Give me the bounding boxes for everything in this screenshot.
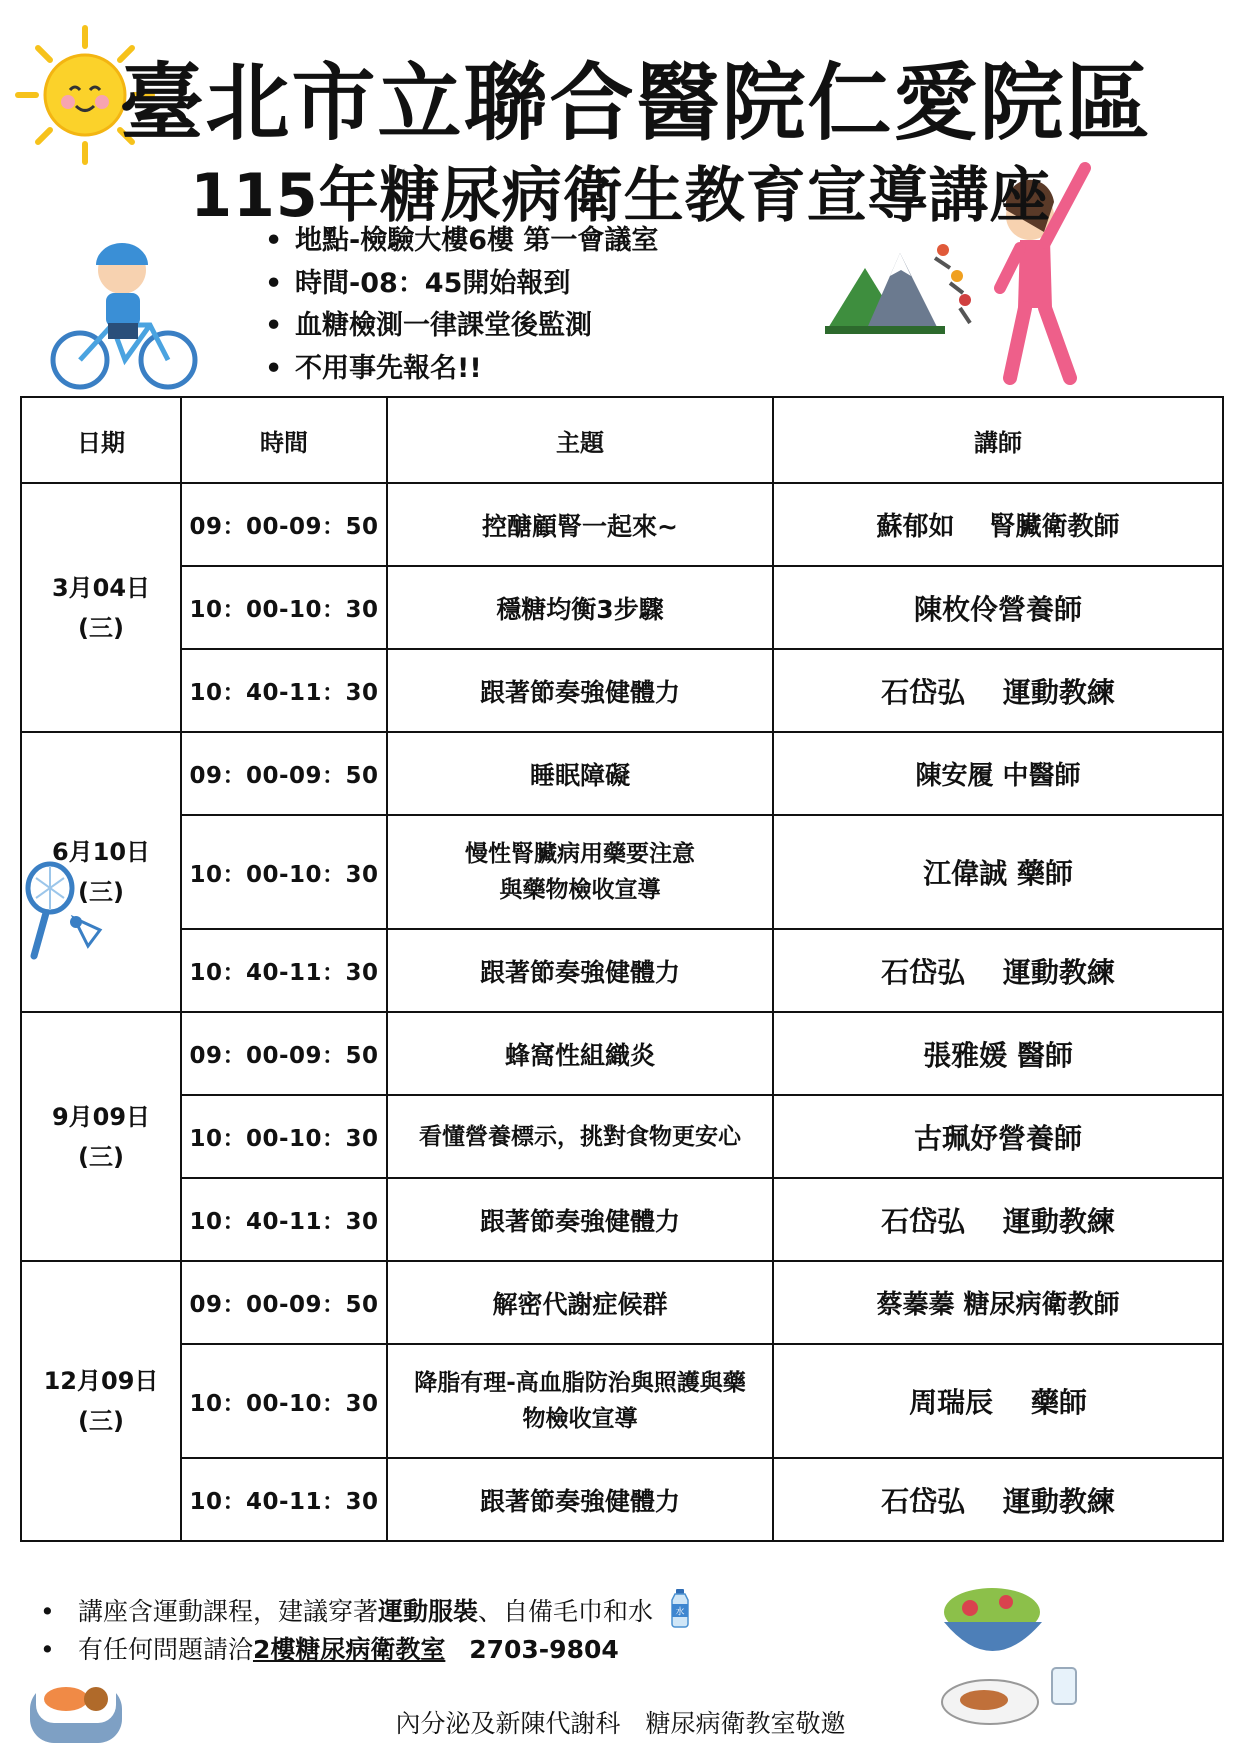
session-topic: 控醣顧腎一起來~ [387, 483, 773, 566]
session-time: 10：00-10：30 [181, 1344, 387, 1458]
session-lecturer: 石岱弘 運動教練 [773, 929, 1223, 1012]
note-contact [40, 1631, 693, 1669]
session-time: 09：00-09：50 [181, 1261, 387, 1344]
session-time: 10：00-10：30 [181, 815, 387, 929]
session-lecturer: 石岱弘 運動教練 [773, 1178, 1223, 1261]
session-time: 10：00-10：30 [181, 1095, 387, 1178]
session-topic: 跟著節奏強健體力 [387, 929, 773, 1012]
session-lecturer: 蘇郁如 腎臟衛教師 [773, 483, 1223, 566]
session-topic: 解密代謝症候群 [387, 1261, 773, 1344]
note-text: 有任何問題請洽 [77, 1635, 253, 1664]
table-row [21, 815, 1223, 929]
session-lecturer: 陳枚伶營養師 [773, 566, 1223, 649]
cyclist-illustration [50, 225, 200, 395]
session-time: 09：00-09：50 [181, 1012, 387, 1095]
session-weekday: (三) [78, 1407, 124, 1435]
session-topic: 跟著節奏強健體力 [387, 1458, 773, 1541]
session-topic: 跟著節奏強健體力 [387, 1178, 773, 1261]
water-bottle-icon [667, 1588, 693, 1628]
session-date-cell [21, 732, 181, 1012]
session-lecturer: 江偉誠 藥師 [773, 815, 1223, 929]
session-topic [387, 1344, 773, 1458]
session-lecturer: 石岱弘 運動教練 [773, 649, 1223, 732]
note-text: 、自備毛巾和水 [477, 1597, 653, 1626]
table-row [21, 566, 1223, 649]
session-time: 10：40-11：30 [181, 929, 387, 1012]
note-text: 講座含運動課程，建議穿著 [77, 1597, 378, 1626]
header-topic: 主題 [387, 397, 773, 483]
header-lecturer: 講師 [773, 397, 1223, 483]
table-row [21, 483, 1223, 566]
session-date-cell [21, 1012, 181, 1261]
session-topic-line: 慢性腎臟病用藥要注意 [465, 841, 695, 867]
session-weekday: (三) [78, 878, 124, 906]
note-highlight: 運動服裝 [377, 1597, 478, 1626]
session-topic-line: 降脂有理-高血脂防治與照護與藥 [414, 1370, 746, 1396]
table-row [21, 929, 1223, 1012]
info-list [265, 220, 658, 390]
session-date: 3月04日 [51, 573, 151, 602]
session-topic-line: 物檢收宣導 [522, 1406, 638, 1432]
session-topic: 蜂窩性組織炎 [387, 1012, 773, 1095]
table-row [21, 1344, 1223, 1458]
bottom-notes [40, 1588, 693, 1669]
session-topic: 睡眠障礙 [387, 732, 773, 815]
table-row [21, 1095, 1223, 1178]
contact-phone: 2703-9804 [469, 1635, 619, 1664]
contact-place: 2樓糖尿病衛教室 [252, 1635, 446, 1664]
session-date: 9月09日 [51, 1102, 151, 1131]
session-topic: 跟著節奏強健體力 [387, 649, 773, 732]
note-exercise [40, 1588, 693, 1631]
page-subtitle: 115年糖尿病衛生教育宣導講座 [190, 161, 1051, 231]
session-lecturer: 古珮妤營養師 [773, 1095, 1223, 1178]
schedule-table [20, 396, 1224, 1542]
session-time: 10：40-11：30 [181, 649, 387, 732]
table-row [21, 649, 1223, 732]
table-header-row [21, 397, 1223, 483]
session-weekday: (三) [78, 1142, 124, 1171]
table-row [21, 1012, 1223, 1095]
session-topic [387, 815, 773, 929]
session-weekday: (三) [78, 613, 124, 642]
session-lecturer: 石岱弘 運動教練 [773, 1458, 1223, 1541]
header-time: 時間 [181, 397, 387, 483]
session-topic: 看懂營養標示，挑對食物更安心 [387, 1095, 773, 1178]
session-time: 09：00-09：50 [181, 732, 387, 815]
session-lecturer: 蔡蓁蓁 糖尿病衛教師 [773, 1261, 1223, 1344]
table-row [21, 1261, 1223, 1344]
table-row [21, 1178, 1223, 1261]
info-location: • 地點-檢驗大樓6樓 第一會議室 [265, 220, 658, 263]
info-registration: • 不用事先報名!! [265, 348, 658, 391]
session-time: 10：40-11：30 [181, 1178, 387, 1261]
session-date: 12月09日 [43, 1367, 159, 1395]
page-title: 臺北市立聯合醫院仁愛院區 [119, 54, 1152, 152]
session-lecturer: 陳安履 中醫師 [773, 732, 1223, 815]
session-date-cell [21, 483, 181, 732]
session-date: 6月10日 [51, 838, 151, 866]
session-time: 10：40-11：30 [181, 1458, 387, 1541]
footer-credit: 內分泌及新陳代謝科 糖尿病衛教室敬邀 [395, 1709, 846, 1738]
session-topic: 穩糖均衡3步驟 [387, 566, 773, 649]
header-date: 日期 [21, 397, 181, 483]
info-time: • 時間-08：45開始報到 [265, 263, 658, 306]
mountain-climbers-illustration [825, 238, 985, 338]
session-lecturer: 周瑞辰 藥師 [773, 1344, 1223, 1458]
session-time: 09：00-09：50 [181, 483, 387, 566]
info-glucose: • 血糖檢測一律課堂後監測 [265, 305, 658, 348]
session-lecturer: 張雅媛 醫師 [773, 1012, 1223, 1095]
table-row [21, 732, 1223, 815]
session-topic-line: 與藥物檢收宣導 [499, 877, 661, 903]
session-time: 10：00-10：30 [181, 566, 387, 649]
session-date-cell [21, 1261, 181, 1541]
table-row [21, 1458, 1223, 1541]
svg-text:水: 水 [675, 1607, 685, 1618]
